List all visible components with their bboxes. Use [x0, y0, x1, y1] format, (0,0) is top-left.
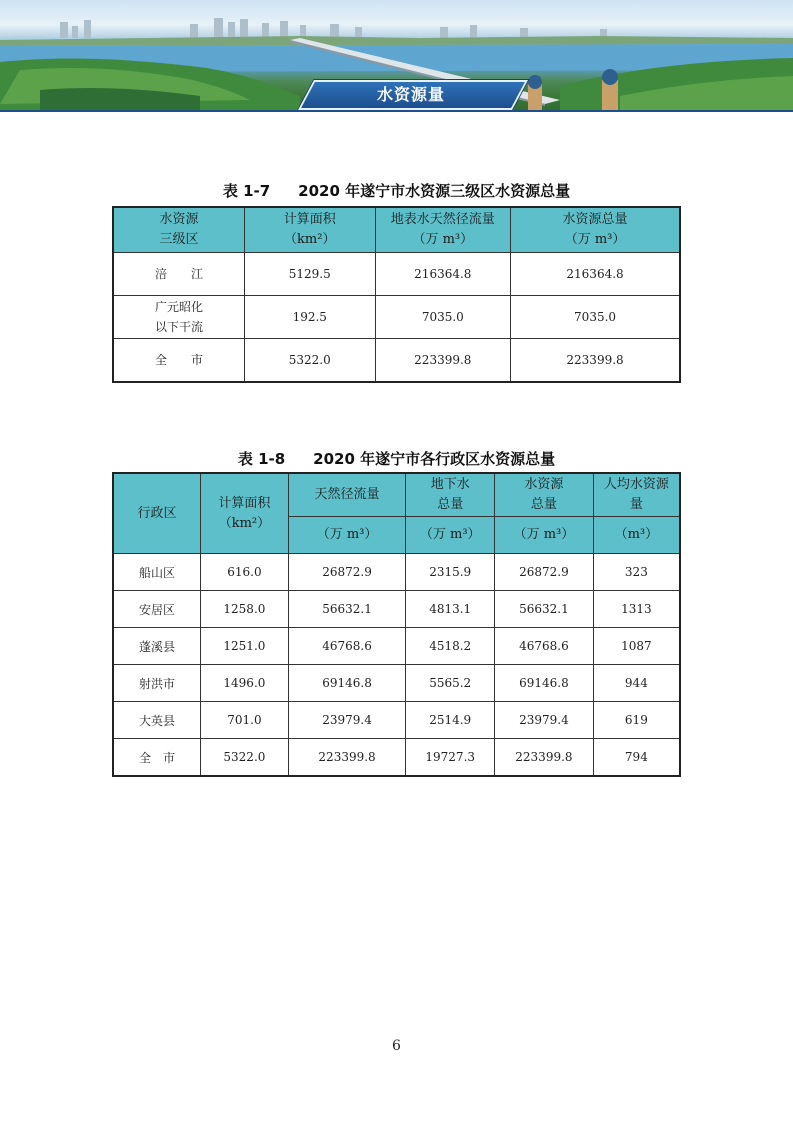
district-cell: 船山区 — [113, 554, 201, 591]
header-line: （万 m³） — [412, 232, 474, 247]
table-1-7 — [112, 206, 681, 383]
header-line: 水资源 — [159, 212, 199, 227]
runoff-cell: 23979.4 — [288, 702, 406, 739]
area-cell: 701.0 — [201, 702, 289, 739]
header-line: （km²） — [218, 515, 271, 531]
area-cell: 5322.0 — [244, 339, 375, 383]
total-cell: 216364.8 — [511, 253, 680, 296]
groundwater-cell: 2514.9 — [406, 702, 495, 739]
table-row — [113, 702, 680, 739]
header-cell — [375, 207, 511, 253]
table-row — [113, 554, 680, 591]
runoff-cell: 69146.8 — [288, 665, 406, 702]
per-capita-cell: 323 — [593, 554, 680, 591]
header-district: 行政区 — [113, 473, 201, 554]
table-row — [113, 739, 680, 777]
total-cell: 46768.6 — [495, 628, 594, 665]
area-cell: 1251.0 — [201, 628, 289, 665]
runoff-cell: 46768.6 — [288, 628, 406, 665]
table-header-row — [113, 473, 680, 517]
unit-runoff: （万 m³） — [288, 517, 406, 554]
table-row — [113, 628, 680, 665]
surface-runoff-cell: 216364.8 — [375, 253, 511, 296]
page-number: 6 — [392, 1038, 401, 1054]
runoff-cell: 56632.1 — [288, 591, 406, 628]
area-cell: 616.0 — [201, 554, 289, 591]
per-capita-cell: 1313 — [593, 591, 680, 628]
region-cell — [113, 296, 244, 339]
header-cell — [511, 207, 680, 253]
total-cell: 223399.8 — [511, 339, 680, 383]
table-header-row — [113, 207, 680, 253]
runoff-cell: 223399.8 — [288, 739, 406, 777]
total-cell: 69146.8 — [495, 665, 594, 702]
header-runoff: 天然径流量 — [288, 473, 406, 517]
header-line: 总量 — [437, 497, 464, 512]
unit-groundwater: （万 m³） — [406, 517, 495, 554]
surface-runoff-cell: 223399.8 — [375, 339, 511, 383]
region-name: 广元昭化 — [154, 300, 203, 314]
header-line: （km²） — [284, 232, 336, 247]
table-1-8-title: 2020 年遂宁市各行政区水资源总量 — [313, 450, 556, 468]
per-capita-cell: 944 — [593, 665, 680, 702]
header-total — [495, 473, 594, 517]
groundwater-cell: 2315.9 — [406, 554, 495, 591]
header-line: 量 — [629, 497, 643, 512]
table-1-7-title: 2020 年遂宁市水资源三级区水资源总量 — [298, 182, 571, 200]
groundwater-cell: 19727.3 — [406, 739, 495, 777]
table-1-7-number: 表 1-7 — [222, 182, 271, 200]
total-cell: 26872.9 — [495, 554, 594, 591]
header-line: 地下水 — [430, 477, 470, 492]
region-cell — [113, 339, 244, 383]
region-cell — [113, 253, 244, 296]
header-area — [201, 473, 289, 554]
unit-total: （万 m³） — [495, 517, 594, 554]
table-1-7-caption — [0, 180, 793, 201]
surface-runoff-cell: 7035.0 — [375, 296, 511, 339]
area-cell: 5322.0 — [201, 739, 289, 777]
header-line: 计算面积 — [218, 495, 271, 511]
header-banner — [0, 0, 793, 112]
table-row — [113, 296, 680, 339]
banner-divider — [0, 110, 793, 112]
header-cell — [113, 207, 244, 253]
region-name: 全 市 — [154, 353, 203, 367]
groundwater-cell: 4518.2 — [406, 628, 495, 665]
header-per-capita — [593, 473, 680, 517]
total-cell: 23979.4 — [495, 702, 594, 739]
groundwater-cell: 4813.1 — [406, 591, 495, 628]
table-1-8 — [112, 472, 681, 777]
total-cell: 56632.1 — [495, 591, 594, 628]
per-capita-cell: 794 — [593, 739, 680, 777]
table-row — [113, 665, 680, 702]
header-line: （万 m³） — [564, 232, 626, 247]
total-cell: 223399.8 — [495, 739, 594, 777]
groundwater-cell: 5565.2 — [406, 665, 495, 702]
area-cell: 5129.5 — [244, 253, 375, 296]
header-groundwater — [406, 473, 495, 517]
header-line: 水资源总量 — [562, 212, 628, 227]
table-row — [113, 339, 680, 383]
header-line: 水资源 — [524, 477, 564, 492]
district-cell: 安居区 — [113, 591, 201, 628]
table-1-8-number: 表 1-8 — [237, 450, 286, 468]
header-line: 总量 — [530, 497, 557, 512]
district-cell: 射洪市 — [113, 665, 201, 702]
area-cell: 1496.0 — [201, 665, 289, 702]
header-line: 地表水天然径流量 — [390, 212, 495, 227]
area-cell: 1258.0 — [201, 591, 289, 628]
total-cell: 7035.0 — [511, 296, 680, 339]
table-row — [113, 253, 680, 296]
per-capita-cell: 1087 — [593, 628, 680, 665]
header-line: 三级区 — [159, 232, 199, 247]
header-line: 计算面积 — [283, 212, 336, 227]
district-cell: 全 市 — [113, 739, 201, 777]
runoff-cell: 26872.9 — [288, 554, 406, 591]
per-capita-cell: 619 — [593, 702, 680, 739]
table-row — [113, 591, 680, 628]
area-cell: 192.5 — [244, 296, 375, 339]
region-name: 涪 江 — [154, 267, 203, 281]
header-line: 人均水资源 — [603, 477, 669, 492]
region-name-line2: 以下干流 — [154, 320, 203, 334]
unit-per-capita: （m³） — [593, 517, 680, 554]
district-cell: 蓬溪县 — [113, 628, 201, 665]
district-cell: 大英县 — [113, 702, 201, 739]
table-1-8-caption — [0, 448, 793, 469]
header-cell — [244, 207, 375, 253]
section-title: 水资源量 — [376, 85, 445, 104]
